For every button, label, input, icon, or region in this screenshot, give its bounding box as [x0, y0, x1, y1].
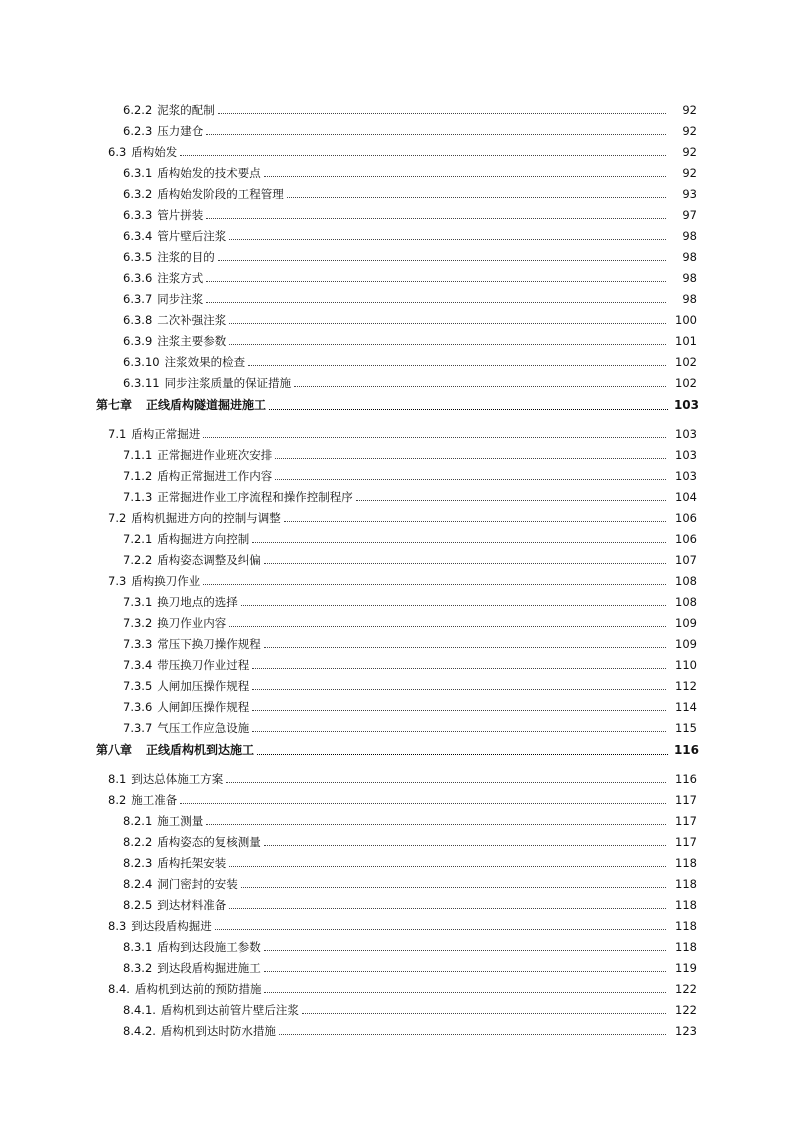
toc-entry-title: 管片拼装 [157, 208, 204, 222]
toc-entry-title: 泥浆的配制 [157, 103, 215, 117]
toc-entry-title: 盾构换刀作业 [131, 574, 201, 588]
toc-entry-title: 盾构到达段施工参数 [157, 940, 261, 954]
toc-entry-number: 6.3.11 [123, 376, 160, 390]
toc-page-number: 103 [675, 469, 697, 483]
toc-page-number: 119 [675, 961, 697, 975]
toc-entry-number: 7.2.2 [123, 553, 153, 567]
toc-entry-number: 7.3.2 [123, 616, 153, 630]
toc-entry[interactable] [0, 609, 794, 630]
toc-entry-number: 7.3.5 [123, 679, 153, 693]
toc-entry-number: 6.3.6 [123, 271, 153, 285]
toc-page-number: 114 [675, 700, 697, 714]
toc-dot-leader [264, 970, 666, 972]
toc-entry[interactable] [0, 525, 794, 546]
toc-entry[interactable] [0, 327, 794, 348]
toc-dot-leader [248, 364, 666, 366]
toc-dot-leader [180, 154, 666, 156]
toc-entry-title: 气压工作应急设施 [157, 721, 250, 735]
toc-page-number: 112 [675, 679, 697, 693]
toc-entry[interactable] [0, 1017, 794, 1038]
toc-entry[interactable] [0, 870, 794, 891]
toc-entry-number: 7.2 [108, 511, 127, 525]
toc-page-number: 93 [682, 187, 697, 201]
toc-entry[interactable] [0, 222, 794, 243]
toc-dot-leader [229, 907, 666, 909]
toc-entry-number: 8.3 [108, 919, 127, 933]
toc-entry[interactable] [0, 828, 794, 849]
toc-page-number: 122 [675, 982, 697, 996]
toc-entry-title: 常压下换刀操作规程 [157, 637, 261, 651]
toc-entry-number: 7.2.1 [123, 532, 153, 546]
toc-entry-title: 二次补强注浆 [157, 313, 227, 327]
toc-entry-title: 注浆效果的检查 [164, 355, 246, 369]
toc-dot-leader [229, 238, 666, 240]
toc-page-number: 92 [682, 103, 697, 117]
toc-page-number: 101 [675, 334, 697, 348]
toc-entry[interactable] [0, 369, 794, 390]
toc-entry-number: 8.2.5 [123, 898, 153, 912]
toc-dot-leader [356, 499, 666, 501]
toc-dot-leader [294, 385, 666, 387]
toc-entry[interactable] [0, 807, 794, 828]
toc-entry-number: 第七章 [96, 398, 133, 412]
toc-dot-leader [257, 753, 668, 755]
toc-entry[interactable] [0, 975, 794, 996]
toc-entry-number: 8.2.2 [123, 835, 153, 849]
toc-entry[interactable] [0, 483, 794, 504]
toc-entry-title: 正常掘进作业工序流程和操作控制程序 [157, 490, 353, 504]
toc-dot-leader [215, 928, 666, 930]
toc-entry-title: 到达段盾构掘进施工 [157, 961, 261, 975]
toc-entry[interactable] [0, 264, 794, 285]
toc-entry-number: 6.3.5 [123, 250, 153, 264]
toc-entry-number: 6.3.3 [123, 208, 153, 222]
toc-dot-leader [264, 175, 666, 177]
toc-entry[interactable] [0, 933, 794, 954]
toc-entry-number: 8.4. [108, 982, 130, 996]
toc-page-number: 97 [682, 208, 697, 222]
toc-entry-number: 6.3.10 [123, 355, 160, 369]
toc-entry-number: 6.3.1 [123, 166, 153, 180]
toc-entry-number: 8.4.2. [123, 1024, 156, 1038]
toc-page-number: 118 [675, 898, 697, 912]
toc-entry-title: 盾构掘进方向控制 [157, 532, 250, 546]
toc-dot-leader [218, 112, 666, 114]
toc-entry[interactable] [0, 954, 794, 975]
toc-entry[interactable] [0, 588, 794, 609]
toc-dot-leader [180, 802, 666, 804]
toc-entry[interactable] [0, 180, 794, 201]
toc-entry-title: 盾构始发的技术要点 [157, 166, 261, 180]
toc-entry[interactable] [0, 672, 794, 693]
toc-dot-leader [218, 259, 666, 261]
toc-entry-title: 正常掘进作业班次安排 [157, 448, 273, 462]
toc-entry-title: 盾构始发阶段的工程管理 [157, 187, 284, 201]
toc-entry-title: 盾构机到达前管片壁后注浆 [160, 1003, 299, 1017]
toc-page-number: 106 [675, 532, 697, 546]
toc-entry[interactable] [0, 96, 794, 117]
toc-chapter-entry[interactable] [0, 390, 794, 420]
toc-dot-leader [206, 217, 666, 219]
toc-entry-number: 7.3.3 [123, 637, 153, 651]
toc-page-number: 123 [675, 1024, 697, 1038]
toc-page-number: 108 [675, 574, 697, 588]
toc-entry-title: 盾构机到达前的预防措施 [134, 982, 262, 996]
toc-page-number: 110 [675, 658, 697, 672]
toc-entry-number: 第八章 [96, 743, 133, 757]
toc-dot-leader [229, 322, 666, 324]
toc-entry-title: 盾构托架安装 [157, 856, 227, 870]
toc-page-number: 92 [682, 166, 697, 180]
toc-page-number: 122 [675, 1003, 697, 1017]
toc-page-number: 103 [675, 448, 697, 462]
table-of-contents [0, 96, 794, 1038]
toc-entry[interactable] [0, 285, 794, 306]
toc-entry-number: 6.3 [108, 145, 127, 159]
toc-dot-leader [206, 280, 666, 282]
toc-entry[interactable] [0, 765, 794, 786]
toc-page-number: 98 [682, 292, 697, 306]
toc-page-number: 102 [675, 355, 697, 369]
toc-entry[interactable] [0, 630, 794, 651]
toc-page-number: 117 [675, 793, 697, 807]
toc-page-number: 92 [682, 124, 697, 138]
toc-page-number: 98 [682, 250, 697, 264]
toc-dot-leader [252, 688, 666, 690]
toc-entry[interactable] [0, 159, 794, 180]
toc-entry-title: 到达段盾构掘进 [131, 919, 212, 933]
toc-page-number: 100 [675, 313, 697, 327]
toc-page-number: 108 [675, 595, 697, 609]
toc-entry-number: 8.3.1 [123, 940, 153, 954]
toc-entry-number: 6.2.3 [123, 124, 153, 138]
toc-entry-title: 施工准备 [131, 793, 178, 807]
toc-dot-leader [241, 886, 666, 888]
toc-dot-leader [264, 949, 666, 951]
toc-dot-leader [206, 301, 666, 303]
toc-entry[interactable] [0, 912, 794, 933]
toc-entry-title: 同步注浆 [157, 292, 204, 306]
toc-entry[interactable] [0, 714, 794, 735]
toc-page-number: 106 [675, 511, 697, 525]
toc-entry-title: 盾构始发 [131, 145, 178, 159]
toc-entry-title: 正线盾构隧道掘进施工 [146, 398, 267, 412]
toc-entry-number: 7.3.1 [123, 595, 153, 609]
toc-page-number: 104 [675, 490, 697, 504]
toc-page-number: 103 [673, 398, 699, 412]
toc-entry-title: 注浆方式 [157, 271, 204, 285]
toc-entry-number: 8.1 [108, 772, 127, 786]
toc-dot-leader [241, 604, 666, 606]
toc-entry-number: 6.3.9 [123, 334, 153, 348]
toc-entry[interactable] [0, 201, 794, 222]
toc-entry-title: 人闸加压操作规程 [157, 679, 250, 693]
toc-entry-title: 盾构正常掘进 [131, 427, 201, 441]
toc-entry[interactable] [0, 348, 794, 369]
toc-dot-leader [284, 520, 666, 522]
toc-dot-leader [252, 709, 666, 711]
toc-dot-leader [229, 625, 666, 627]
toc-entry[interactable] [0, 996, 794, 1017]
toc-entry[interactable] [0, 138, 794, 159]
toc-entry-title: 正线盾构机到达施工 [146, 743, 255, 757]
toc-dot-leader [264, 562, 666, 564]
toc-page-number: 98 [682, 229, 697, 243]
toc-entry[interactable] [0, 462, 794, 483]
toc-entry-title: 换刀作业内容 [157, 616, 227, 630]
toc-page-number: 116 [673, 743, 699, 757]
toc-page-number: 118 [675, 940, 697, 954]
toc-dot-leader [252, 730, 666, 732]
toc-entry-number: 7.1 [108, 427, 127, 441]
toc-entry-title: 洞门密封的安装 [157, 877, 238, 891]
toc-entry-number: 6.2.2 [123, 103, 153, 117]
toc-entry-number: 7.3 [108, 574, 127, 588]
toc-entry-title: 换刀地点的选择 [157, 595, 238, 609]
toc-entry-number: 7.3.4 [123, 658, 153, 672]
toc-entry[interactable] [0, 420, 794, 441]
toc-entry-number: 7.1.2 [123, 469, 153, 483]
toc-entry-title: 盾构姿态的复核测量 [157, 835, 261, 849]
toc-entry[interactable] [0, 117, 794, 138]
toc-entry[interactable] [0, 786, 794, 807]
toc-page-number: 118 [675, 856, 697, 870]
toc-entry-title: 到达总体施工方案 [131, 772, 224, 786]
toc-entry-number: 7.1.1 [123, 448, 153, 462]
toc-entry-title: 注浆的目的 [157, 250, 215, 264]
toc-entry-number: 8.2.3 [123, 856, 153, 870]
toc-entry[interactable] [0, 891, 794, 912]
toc-dot-leader [275, 457, 666, 459]
toc-dot-leader [302, 1012, 666, 1014]
toc-chapter-entry[interactable] [0, 735, 794, 765]
toc-dot-leader [203, 436, 666, 438]
toc-entry-title: 注浆主要参数 [157, 334, 227, 348]
toc-entry-number: 7.3.7 [123, 721, 153, 735]
toc-entry-title: 同步注浆质量的保证措施 [164, 376, 292, 390]
toc-dot-leader [275, 478, 666, 480]
toc-page-number: 118 [675, 877, 697, 891]
toc-entry-number: 7.3.6 [123, 700, 153, 714]
toc-dot-leader [269, 408, 668, 410]
toc-dot-leader [226, 781, 666, 783]
toc-entry-title: 盾构机到达时防水措施 [160, 1024, 276, 1038]
toc-dot-leader [252, 541, 666, 543]
toc-entry-number: 6.3.4 [123, 229, 153, 243]
toc-entry[interactable] [0, 504, 794, 525]
toc-page-number: 109 [675, 616, 697, 630]
toc-dot-leader [229, 343, 666, 345]
toc-entry-number: 8.2.4 [123, 877, 153, 891]
toc-dot-leader [264, 991, 666, 993]
toc-entry-title: 盾构机掘进方向的控制与调整 [131, 511, 281, 525]
toc-entry-number: 6.3.2 [123, 187, 153, 201]
toc-page-number: 117 [675, 814, 697, 828]
toc-entry-title: 盾构姿态调整及纠偏 [157, 553, 261, 567]
toc-dot-leader [279, 1033, 666, 1035]
toc-page-number: 107 [675, 553, 697, 567]
toc-page-number: 117 [675, 835, 697, 849]
toc-dot-leader [252, 667, 666, 669]
toc-entry[interactable] [0, 306, 794, 327]
toc-entry-title: 施工测量 [157, 814, 204, 828]
toc-entry-title: 人闸卸压操作规程 [157, 700, 250, 714]
toc-entry[interactable] [0, 849, 794, 870]
toc-entry-title: 带压换刀作业过程 [157, 658, 250, 672]
toc-page-number: 103 [675, 427, 697, 441]
toc-entry[interactable] [0, 693, 794, 714]
toc-entry-number: 8.4.1. [123, 1003, 156, 1017]
toc-entry-number: 6.3.7 [123, 292, 153, 306]
toc-entry[interactable] [0, 243, 794, 264]
toc-entry[interactable] [0, 651, 794, 672]
toc-entry-number: 6.3.8 [123, 313, 153, 327]
toc-entry-title: 压力建仓 [157, 124, 204, 138]
toc-entry-number: 8.2.1 [123, 814, 153, 828]
toc-dot-leader [264, 646, 666, 648]
toc-entry-number: 8.3.2 [123, 961, 153, 975]
toc-page-number: 109 [675, 637, 697, 651]
toc-dot-leader [206, 133, 666, 135]
toc-page-number: 118 [675, 919, 697, 933]
toc-dot-leader [229, 865, 666, 867]
toc-entry-title: 管片壁后注浆 [157, 229, 227, 243]
toc-entry-title: 盾构正常掘进工作内容 [157, 469, 273, 483]
toc-page-number: 98 [682, 271, 697, 285]
toc-entry[interactable] [0, 441, 794, 462]
toc-entry[interactable] [0, 567, 794, 588]
toc-page-number: 115 [675, 721, 697, 735]
toc-entry-title: 到达材料准备 [157, 898, 227, 912]
toc-dot-leader [203, 583, 666, 585]
toc-page-number: 102 [675, 376, 697, 390]
toc-entry-number: 7.1.3 [123, 490, 153, 504]
toc-dot-leader [206, 823, 666, 825]
toc-page-number: 92 [682, 145, 697, 159]
toc-page-number: 116 [675, 772, 697, 786]
toc-dot-leader [264, 844, 666, 846]
toc-entry[interactable] [0, 546, 794, 567]
toc-dot-leader [287, 196, 666, 198]
toc-entry-number: 8.2 [108, 793, 127, 807]
